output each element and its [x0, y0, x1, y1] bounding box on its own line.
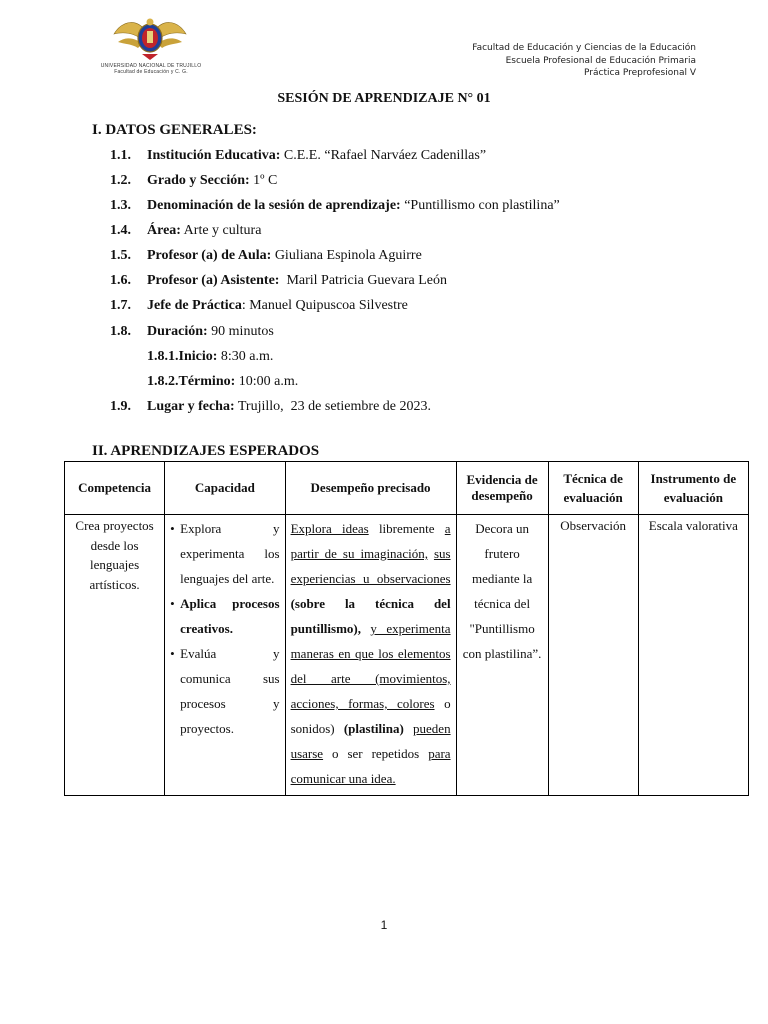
cell-instrumento: Escala valorativa	[638, 515, 748, 796]
item-label: Jefe de Práctica	[147, 298, 242, 313]
capacity-item	[170, 641, 279, 741]
capacity-item	[170, 516, 279, 591]
university-crest-icon	[108, 14, 192, 62]
item-number: 1.7.	[110, 298, 131, 313]
general-data-item	[147, 374, 298, 390]
capacity-text: Explora y experimenta los lenguajes del arte.	[180, 521, 280, 586]
item-label: Lugar y fecha:	[147, 399, 235, 414]
logo-caption-line1: UNIVERSIDAD NACIONAL DE TRUJILLO	[100, 63, 202, 69]
col-header-tecnica: Técnica de evaluación	[548, 462, 638, 515]
item-value: 1º C	[249, 173, 278, 188]
general-data-item	[147, 349, 273, 365]
cell-desempeno	[285, 515, 456, 796]
item-label: Denominación de la sesión de aprendizaje:	[147, 198, 401, 213]
cell-tecnica: Observación	[548, 515, 638, 796]
cell-competencia: Crea proyectos desde los lenguajes artísticos.	[65, 515, 165, 796]
header-faculty: Facultad de Educación y Ciencias de la Educación	[472, 43, 696, 53]
general-data-item	[110, 148, 486, 164]
desempeno-text: Explora ideas	[290, 521, 369, 536]
desempeno-text: (plastilina)	[343, 721, 404, 736]
university-logo	[90, 14, 210, 76]
item-label: Duración:	[147, 324, 208, 339]
item-label: 1.8.2.Término:	[147, 374, 236, 389]
desempeno-text: (sobre la técnica del puntillismo),	[290, 596, 451, 636]
bullet-icon: •	[170, 521, 175, 536]
item-label: 1.8.1.Inicio:	[147, 349, 218, 364]
item-number: 1.1.	[110, 148, 131, 163]
item-label: Grado y Sección:	[147, 173, 250, 188]
item-number: 1.3.	[110, 198, 131, 213]
item-value: “Puntillismo con plastilina”	[400, 198, 560, 213]
item-label: Institución Educativa:	[147, 148, 281, 163]
cell-capacidad	[165, 515, 285, 796]
capacity-item	[170, 591, 279, 641]
desempeno-text	[361, 621, 370, 636]
page-title: SESIÓN DE APRENDIZAJE N° 01	[277, 91, 491, 106]
col-header-desempeno: Desempeño precisado	[285, 462, 456, 515]
general-data-item	[110, 248, 422, 264]
item-label: Profesor (a) de Aula:	[147, 248, 272, 263]
bullet-icon: •	[170, 646, 175, 661]
item-number: 1.4.	[110, 223, 131, 238]
bullet-icon: •	[170, 596, 175, 611]
logo-caption	[90, 63, 212, 75]
item-value: Trujillo, 23 de setiembre de 2023.	[234, 399, 432, 414]
capacity-text: Evalúa y comunica sus procesos y proyectos.	[180, 646, 280, 736]
desempeno-text: sus experiencias u observaciones	[290, 546, 451, 586]
item-value: 8:30 a.m.	[217, 349, 274, 364]
general-data-item	[110, 298, 408, 314]
item-number: 1.9.	[110, 399, 131, 414]
general-data-item	[110, 223, 261, 239]
col-header-evidencia: Evidencia de desempeño	[456, 462, 548, 515]
expected-learning-table	[64, 461, 749, 796]
col-header-instrumento: Instrumento de evaluación	[638, 462, 748, 515]
item-value: : Manuel Quipuscoa Silvestre	[241, 298, 408, 313]
item-number: 1.2.	[110, 173, 131, 188]
col-header-competencia: Competencia	[65, 462, 165, 515]
item-value: Maril Patricia Guevara León	[279, 273, 447, 288]
table-header-row	[65, 462, 749, 515]
desempeno-text: o ser repetidos	[323, 746, 429, 761]
header-school: Escuela Profesional de Educación Primaria	[505, 55, 696, 66]
item-label: Profesor (a) Asistente:	[147, 273, 280, 288]
header-institution-text	[472, 42, 696, 80]
item-number: 1.8.	[110, 324, 131, 339]
desempeno-text: y experimenta maneras en que los elementos del arte (movimientos, acciones, formas, colores	[290, 621, 451, 711]
item-number: 1.6.	[110, 273, 131, 288]
item-value: 10:00 a.m.	[235, 374, 299, 389]
general-data-item	[110, 273, 447, 289]
item-value: 90 minutos	[207, 324, 274, 339]
section2-heading: II. APRENDIZAJES ESPERADOS	[92, 443, 320, 459]
page-number: 1	[380, 918, 388, 932]
header-practice: Práctica Preprofesional V	[584, 68, 696, 78]
cell-evidencia: Decora un frutero mediante la técnica del "Puntillismo con plastilina”.	[456, 515, 548, 796]
desempeno-text: pueden usarse	[290, 721, 451, 761]
logo-caption-line2: Facultad de Educación y C. G.	[114, 69, 188, 75]
item-label: Área:	[147, 223, 181, 238]
item-number: 1.5.	[110, 248, 131, 263]
desempeno-text	[404, 721, 413, 736]
general-data-item	[110, 399, 431, 415]
item-value: C.E.E. “Rafael Narváez Cadenillas”	[280, 148, 487, 163]
general-data-item	[110, 173, 277, 189]
col-header-capacidad: Capacidad	[165, 462, 285, 515]
item-value: Giuliana Espinola Aguirre	[271, 248, 422, 263]
capacity-text: Aplica procesos creativos.	[180, 596, 280, 636]
general-data-item	[110, 324, 274, 340]
desempeno-text: o sonidos)	[290, 696, 451, 736]
desempeno-text: para comunicar una idea.	[290, 746, 451, 786]
desempeno-text: a partir de su imaginación,	[290, 521, 451, 561]
desempeno-text: libremente	[368, 521, 445, 536]
general-data-item	[110, 198, 560, 214]
section1-heading: I. DATOS GENERALES:	[92, 122, 257, 138]
item-value: Arte y cultura	[180, 223, 262, 238]
table-row	[65, 515, 749, 796]
